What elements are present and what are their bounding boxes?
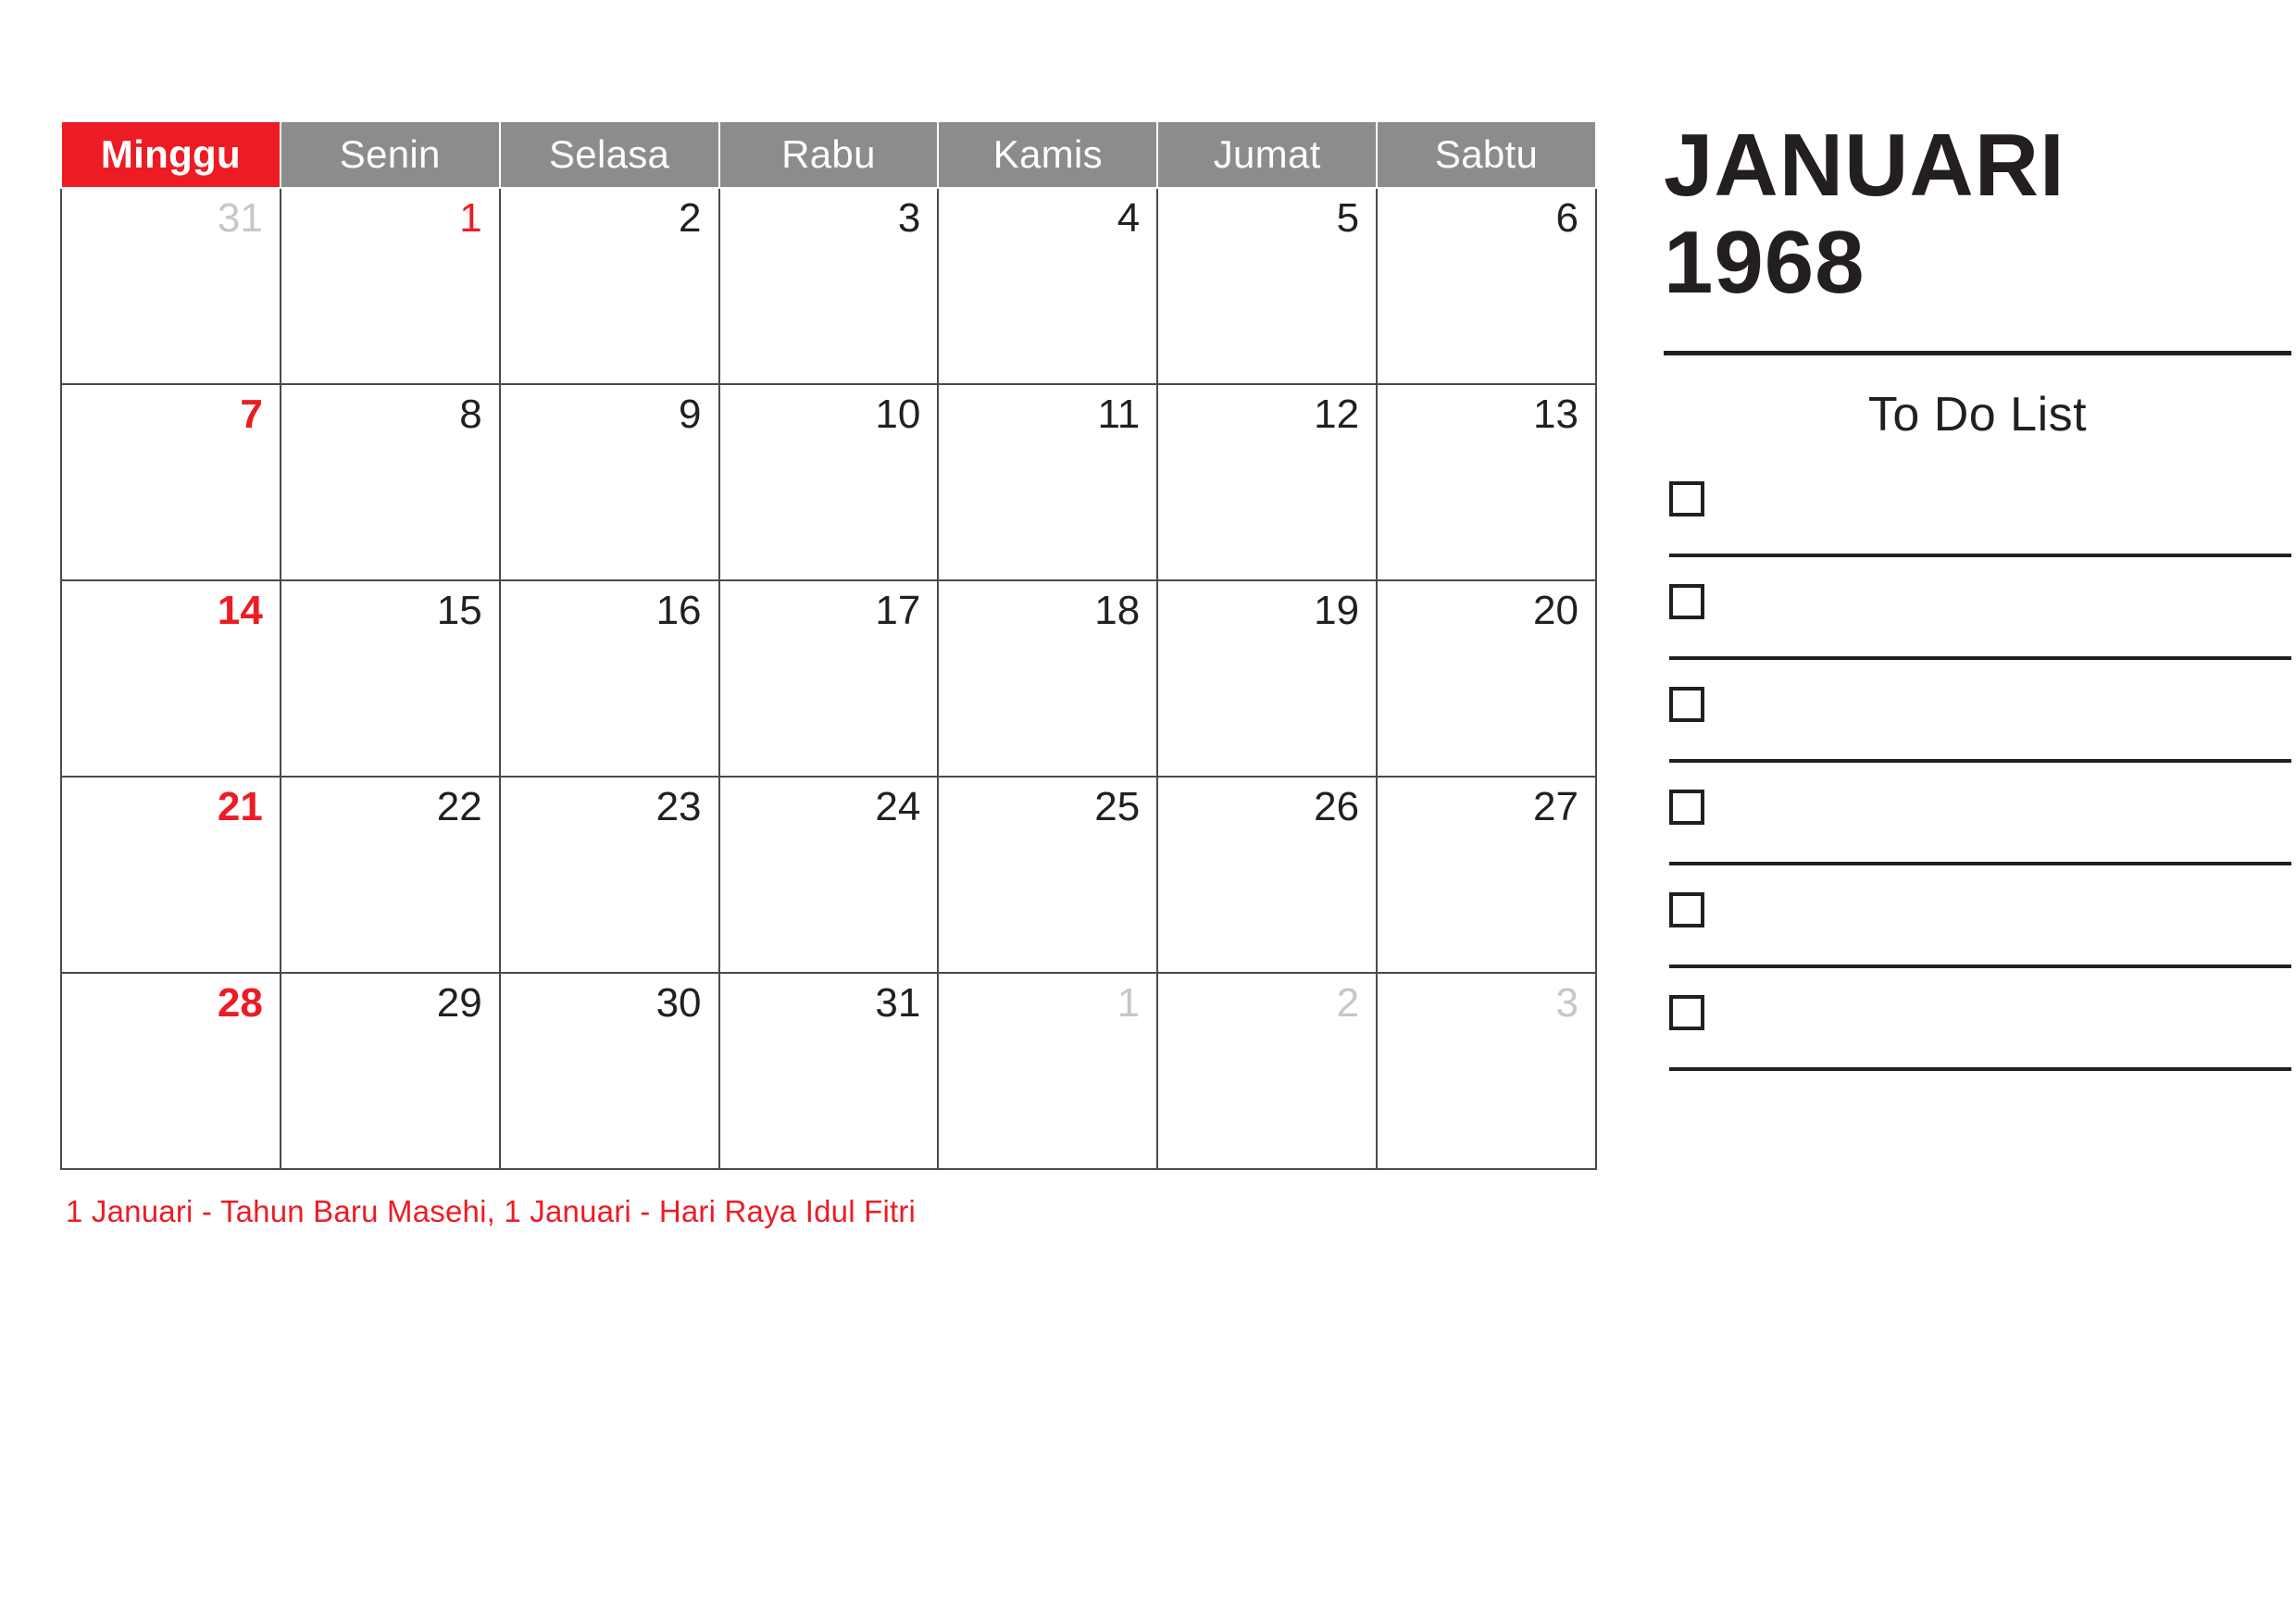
day-number: 17 [875, 588, 921, 633]
month-title: JANUARI [1664, 116, 2065, 215]
week-row [61, 777, 1596, 973]
day-cell[interactable] [500, 384, 719, 580]
weekday-header-jumat: Jumat [1157, 121, 1377, 188]
day-cell[interactable] [281, 188, 500, 384]
day-cell[interactable] [1157, 777, 1377, 973]
day-cell[interactable] [61, 188, 281, 384]
day-number: 30 [655, 980, 702, 1026]
todo-item [1664, 481, 2291, 584]
day-cell[interactable] [61, 384, 281, 580]
todo-item [1664, 995, 2291, 1098]
todo-write-line[interactable] [1669, 554, 2291, 557]
day-number: 3 [1555, 980, 1578, 1026]
day-number: 1 [459, 195, 482, 241]
day-number: 26 [1314, 784, 1360, 829]
day-number: 21 [217, 784, 263, 829]
day-number: 18 [1094, 588, 1141, 633]
checkbox-icon[interactable] [1669, 790, 1704, 825]
day-cell[interactable] [61, 580, 281, 777]
day-cell[interactable] [1157, 580, 1377, 777]
checkbox-icon[interactable] [1669, 481, 1704, 517]
day-number: 5 [1336, 195, 1360, 241]
day-number: 6 [1555, 195, 1578, 241]
todo-write-line[interactable] [1669, 656, 2291, 660]
day-cell[interactable] [1157, 188, 1377, 384]
day-number: 22 [436, 784, 482, 829]
month-grid [60, 120, 1597, 1170]
day-cell[interactable] [938, 973, 1157, 1169]
day-cell[interactable] [500, 973, 719, 1169]
day-cell[interactable] [281, 777, 500, 973]
day-cell[interactable] [719, 188, 939, 384]
day-number: 27 [1533, 784, 1578, 829]
day-cell[interactable] [719, 384, 939, 580]
day-number: 16 [655, 588, 702, 633]
day-cell[interactable] [1377, 188, 1596, 384]
weekday-header-minggu: Minggu [61, 121, 281, 188]
day-number: 23 [655, 784, 702, 829]
year-title: 1968 [1664, 212, 1866, 312]
day-number: 2 [679, 195, 702, 241]
day-cell[interactable] [61, 777, 281, 973]
day-number: 24 [875, 784, 921, 829]
todo-write-line[interactable] [1669, 1067, 2291, 1071]
todo-item [1664, 892, 2291, 995]
checkbox-icon[interactable] [1669, 995, 1704, 1030]
todo-item [1664, 687, 2291, 790]
day-number: 19 [1314, 588, 1360, 633]
week-row [61, 384, 1596, 580]
day-number: 31 [217, 195, 263, 241]
sidebar-panel [1597, 116, 2291, 1618]
day-cell[interactable] [500, 580, 719, 777]
day-number: 14 [217, 588, 263, 633]
day-cell[interactable] [938, 580, 1157, 777]
day-cell[interactable] [719, 580, 939, 777]
day-cell[interactable] [938, 384, 1157, 580]
day-number: 12 [1314, 392, 1360, 437]
todo-write-line[interactable] [1669, 759, 2291, 763]
day-number: 20 [1533, 588, 1578, 633]
day-number: 7 [240, 392, 263, 437]
todo-item [1664, 584, 2291, 687]
day-cell[interactable] [719, 777, 939, 973]
holiday-note: 1 Januari - Tahun Baru Masehi, 1 Januari - Hari Raya Idul Fitri [66, 1194, 917, 1228]
day-cell[interactable] [281, 384, 500, 580]
weekday-header-rabu: Rabu [719, 121, 939, 188]
week-row [61, 973, 1596, 1169]
day-cell[interactable] [1377, 973, 1596, 1169]
day-number: 25 [1094, 784, 1141, 829]
day-number: 10 [875, 392, 921, 437]
day-number: 13 [1533, 392, 1578, 437]
checkbox-icon[interactable] [1669, 584, 1704, 619]
day-number: 11 [1097, 392, 1141, 437]
day-cell[interactable] [1377, 777, 1596, 973]
week-row [61, 188, 1596, 384]
day-number: 31 [875, 980, 921, 1026]
day-number: 2 [1336, 980, 1360, 1026]
weekday-header-selasa: Selasa [500, 121, 719, 188]
day-number: 28 [217, 980, 263, 1026]
day-cell[interactable] [719, 973, 939, 1169]
day-cell[interactable] [938, 188, 1157, 384]
weekday-header-row [61, 121, 1596, 188]
day-number: 4 [1117, 195, 1141, 241]
todo-write-line[interactable] [1669, 965, 2291, 968]
calendar-section [60, 120, 1597, 1618]
day-number: 15 [436, 588, 482, 633]
day-cell[interactable] [61, 973, 281, 1169]
day-cell[interactable] [500, 777, 719, 973]
todo-item [1664, 790, 2291, 892]
todo-list-title: To Do List [1867, 387, 2088, 442]
day-cell[interactable] [1377, 384, 1596, 580]
day-number: 3 [897, 195, 921, 241]
day-cell[interactable] [938, 777, 1157, 973]
weekday-header-senin: Senin [281, 121, 500, 188]
day-number: 1 [1117, 980, 1141, 1026]
day-cell[interactable] [1157, 384, 1377, 580]
todo-write-line[interactable] [1669, 862, 2291, 865]
day-cell[interactable] [500, 188, 719, 384]
checkbox-icon[interactable] [1669, 892, 1704, 927]
todo-list [1664, 481, 2291, 1098]
weekday-header-kamis: Kamis [938, 121, 1157, 188]
day-number: 9 [679, 392, 702, 437]
checkbox-icon[interactable] [1669, 687, 1704, 722]
day-cell[interactable] [1157, 973, 1377, 1169]
week-row [61, 580, 1596, 777]
day-number: 8 [459, 392, 482, 437]
day-cell[interactable] [281, 973, 500, 1169]
day-cell[interactable] [1377, 580, 1596, 777]
weekday-header-sabtu: Sabtu [1377, 121, 1596, 188]
day-number: 29 [436, 980, 482, 1026]
day-cell[interactable] [281, 580, 500, 777]
title-divider [1664, 351, 2291, 355]
